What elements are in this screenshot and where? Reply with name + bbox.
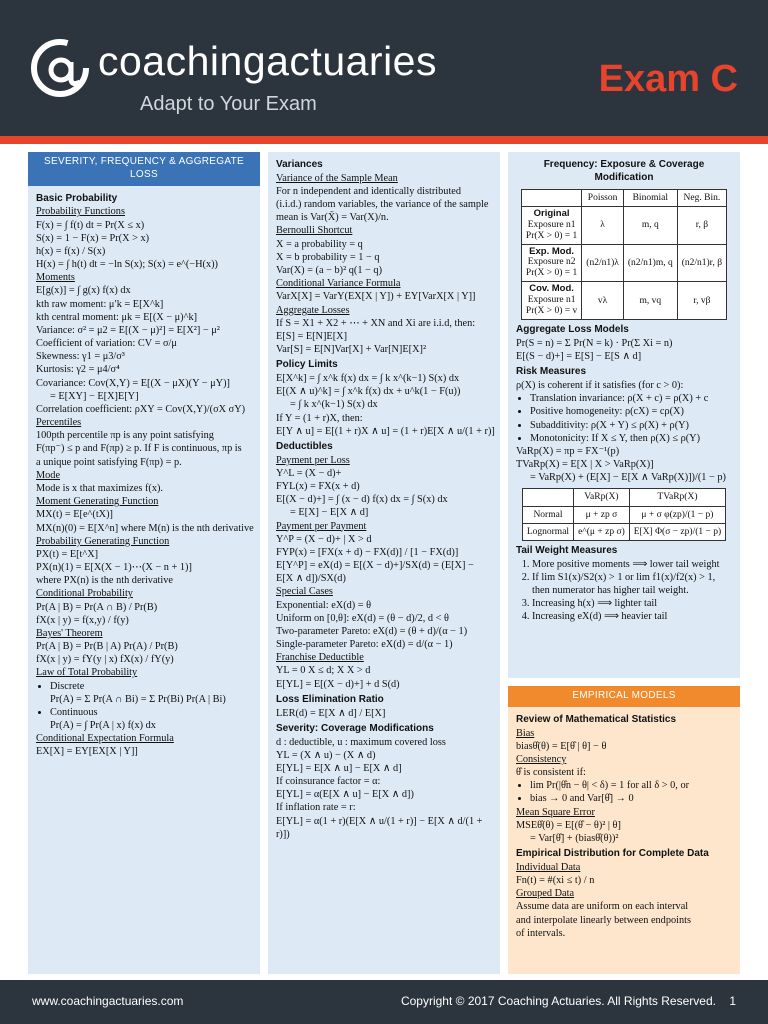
row-label-sub: Pr(X > 0) = 1 [525,230,578,241]
exam-title: Exam C [598,58,738,100]
table-row [521,282,726,320]
list-item: 1. More positive moments ⟹ lower tail weight [532,558,732,571]
formula-line: = E[XY] − E[X]E[Y] [50,390,139,402]
brand-name: coachingactuaries [98,38,437,84]
list-item: • bias → 0 and Var[θ̂] → 0 [530,792,732,805]
formula-line: Y^P = (X − d)+ | X > d [276,533,372,545]
table-cell: m, q [623,206,677,244]
header-stripe [0,136,768,144]
subheading-payment-per-payment: Payment per Payment [276,520,367,532]
table-header [521,189,581,206]
subheading-mse: Mean Square Error [516,806,595,818]
formula-line: TVaRp(X) = E[X | X > VaRp(X)] [516,459,654,471]
formula-line: E[Y^P] = eX(d) = E[(X − d)+]/SX(d) = (E[X] − E[X ∧ d])/SX(d) [276,560,474,585]
formula-line: Covariance: Cov(X,Y) = E[(X − μX)(Y − μY)] [36,377,230,389]
formula-line: Fn(t) = #(xi ≤ t) / n [516,875,595,887]
formula-line: E[YL] = E[X ∧ u] − E[X ∧ d] [276,762,402,774]
formula-line: E[S] = E[N]E[X] [276,330,347,342]
formula-line: VaRp(X) = πp = FX⁻¹(p) [516,445,620,457]
row-label [521,206,581,244]
formula-line: X = b probability = 1 − q [276,251,380,263]
list-item: • Monotonicity: If X ≤ Y, then ρ(X) ≤ ρ(Y) [530,432,732,445]
subheading-individual-data: Individual Data [516,861,581,873]
table-cell: r, vβ [677,282,726,320]
formula-line: biasθ̂(θ) = E[θ̂ | θ] − θ [516,740,607,752]
formula-line: E[YL] = E[(X − d)+] + d S(d) [276,678,400,690]
table-header: Poisson [582,189,624,206]
formula-line: MX(t) = E[e^(tX)] [36,509,113,521]
subheading-total-probability: Law of Total Probability [36,667,138,679]
formula-line: E[Y ∧ u] = E[(1 + r)X ∧ u] = (1 + r)E[X ∧ u/(1 + r)] [276,425,495,437]
subheading-mgf: Moment Generating Function [36,496,159,508]
list-item: • Subadditivity: ρ(X + Y) ≤ ρ(X) + ρ(Y) [530,419,732,432]
table-header: Neg. Bin. [677,189,726,206]
formula-line: Var(X) = (a − b)² q(1 − q) [276,265,382,276]
heading-policy-limits: Policy Limits [276,359,338,371]
subheading-conditional-expectation: Conditional Expectation Formula [36,733,174,745]
formula-line: Exponential: eX(d) = θ [276,599,372,611]
row-label-sub: Pr(X > 0) = 1 [525,268,578,279]
text-line: of intervals. [516,927,566,939]
heading-review-statistics: Review of Mathematical Statistics [516,713,677,725]
heading-empirical-distribution: Empirical Distribution for Complete Data [516,848,709,860]
formula-line: Pr(S = n) = Σ Pr(N = k) · Pr(Σ Xi = n) [516,337,673,349]
row-label-title: Cov. Mod. [529,283,574,295]
formula-line: LER(d) = E[X ∧ d] / E[X] [276,707,386,719]
subheading-bias: Bias [516,727,535,739]
subheading-consistency: Consistency [516,753,567,765]
heading-risk-measures: Risk Measures [516,366,587,378]
text-line: d : deductible, u : maximum covered loss [276,736,446,748]
subheading-grouped-data: Grouped Data [516,888,575,900]
website-link[interactable]: www.coachingactuaries.com [32,994,184,1008]
table-header [522,489,573,506]
text-line: θ̂ is consistent if: [516,767,586,779]
table-header: Binomial [623,189,677,206]
copyright-text: Copyright © 2017 Coaching Actuaries. All Rights Reserved. [400,994,716,1008]
table-row [522,523,725,540]
formula-line: E[YL] = α(E[X ∧ u] − E[X ∧ d]) [276,789,414,801]
section-bar-severity: SEVERITY, FREQUENCY & AGGREGATE LOSS [28,152,260,186]
formula-line: h(x) = f(x) / S(x) [36,245,106,257]
formula-line: X = a probability = q [276,238,363,250]
column-1 [28,152,260,974]
subheading-aggregate-losses: Aggregate Losses [276,304,350,316]
row-label-title: Original [533,207,570,219]
text-line: Mode is x that maximizes f(x). [36,483,163,494]
formula-line: E[X^k] = ∫ x^k f(x) dx = ∫ k x^(k−1) S(x) dx [276,373,460,384]
formula-line: Coefficient of variation: CV = σ/μ [36,338,177,350]
text-line: If S = X1 + X2 + ⋯ + XN and Xi are i.i.d, then: [276,317,476,329]
formula-line: Pr(A | B) = Pr(A ∩ B) / Pr(B) [36,601,158,613]
list-item: 3. Increasing h(x) ⟹ lighter tail [532,597,732,610]
heading-loss-elimination-ratio: Loss Elimination Ratio [276,693,384,705]
formula-line: kth central moment: μk = E[(X − μ)^k] [36,311,198,323]
formula-line: Var[S] = E[N]Var[X] + Var[N]E[X]² [276,344,427,356]
table-cell: m, vq [623,282,677,320]
row-label-sub: Exposure n1 [527,295,576,306]
formula-line: Two-parameter Pareto: eX(d) = (θ + d)/(α − 1) [276,625,468,637]
table-header: VaRp(X) [574,489,630,506]
formula-line: Pr(A) = ∫ Pr(A | x) f(x) dx [50,720,156,732]
formula-line: = VaRp(X) + (E[X] − E[X ∧ VaRp(X)])/(1 − p) [530,472,726,484]
row-label-title: Exp. Mod. [529,245,575,257]
subheading-franchise-deductible: Franchise Deductible [276,652,364,664]
heading-tail-weight: Tail Weight Measures [516,544,618,556]
table-cell: μ + zp σ [574,506,630,523]
empirical-models-panel [508,686,740,974]
subheading-probability-functions: Probability Functions [36,206,125,218]
table-cell: E[X] Φ(σ − zp)/(1 − p) [629,523,725,540]
formula-line: = ∫ k x^(k−1) S(x) dx [290,399,378,411]
text-line: a unique point satisfying F(πp) = p. [36,456,182,468]
formula-line: EX[X] = EY[EX[X | Y]] [36,746,138,758]
table-cell: (n2/n1)λ [582,244,624,282]
formula-line: Variance: σ² = μ2 = E[(X − μ)²] = E[X²] − μ² [36,324,220,336]
row-label-sub: Exposure n1 [527,219,576,230]
text-line: F(πp⁻) ≤ p and F(πp) ≥ p. If F is continuous, πp is [36,443,242,455]
formula-line: F(x) = ∫ f(t) dt = Pr(X ≤ x) [36,219,145,231]
formula-line: E[(S − d)+] = E[S] − E[S ∧ d] [516,351,642,363]
section-bar-empirical: EMPIRICAL MODELS [508,686,740,707]
subheading-conditional-variance: Conditional Variance Formula [276,278,401,290]
at-sign-logo-icon [28,36,92,100]
table-row [521,244,726,282]
table-cell: r, β [677,206,726,244]
formula-line: FYL(x) = FX(x + d) [276,481,360,492]
formula-line: Correlation coefficient: ρXY = Cov(X,Y)/(σX σY) [36,403,246,415]
bullet-discrete: • Discrete [50,680,252,693]
bullet-continuous: • Continuous [50,706,252,719]
list-item: • Translation invariance: ρ(X + c) = ρ(X) + c [530,392,732,405]
formula-line: PX(t) = E[t^X] [36,548,99,560]
formula-line: Uniform on [0,θ]: eX(d) = (θ − d)/2, d < θ [276,612,449,624]
table-header: TVaRp(X) [629,489,725,506]
subheading-mode: Mode [36,469,61,481]
formula-line: = Var[θ̂] + (biasθ̂(θ))² [530,832,619,844]
table-row [522,506,725,523]
frequency-table [521,189,727,320]
row-label-sub: Exposure n2 [527,257,576,268]
text-line: Assume data are uniform on each interval [516,901,689,913]
heading-coverage-modifications: Severity: Coverage Modifications [276,722,434,734]
formula-line: E[g(x)] = ∫ g(x) f(x) dx [36,285,131,297]
formula-line: MX(n)(0) = E[X^n] where M(n) is the nth derivative [36,522,254,534]
table-cell: (n2/n1)r, β [677,244,726,282]
text-line: If Y = (1 + r)X, then: [276,412,363,424]
formula-line: YL = (X ∧ u) − (X ∧ d) [276,749,376,761]
subheading-variance-sample-mean: Variance of the Sample Mean [276,172,398,184]
text-line: and interpolate linearly between endpoints [516,914,691,926]
text-line: If inflation rate = r: [276,802,356,814]
copyright [401,994,736,1008]
formula-line: E[(X ∧ u)^k] = ∫ x^k f(x) dx + u^k(1 − F(u)) [276,386,461,398]
formula-line: = E[X] − E[X ∧ d] [290,507,369,519]
heading-variances: Variances [276,159,323,170]
page-number: 1 [729,994,736,1008]
formula-line: Y^L = (X − d)+ [276,467,342,479]
formula-line: kth raw moment: μ′k = E[X^k] [36,298,164,310]
formula-line: where PX(n) is the nth derivative [36,575,173,587]
row-label: Normal [522,506,573,523]
subheading-special-cases: Special Cases [276,586,333,598]
tagline: Adapt to Your Exam [140,93,317,115]
formula-line: YL = 0 X ≤ d; X X > d [276,665,371,677]
list-item: 2. If lim S1(x)/S2(x) > 1 or lim f1(x)/f2(x) > 1, then numerator has higher tail weight. [532,571,732,597]
formula-line: FYP(x) = [FX(x + d) − FX(d)] / [1 − FX(d)] [276,546,459,558]
text-line: (i.i.d.) random variables, the variance of the sample [276,199,489,211]
text-line: 100pth percentile πp is any point satisfying [36,430,214,442]
formula-line: Pr(A) = Σ Pr(A ∩ Bi) = Σ Pr(Bi) Pr(A | Bi) [50,693,226,705]
formula-line: S(x) = 1 − F(x) = Pr(X > x) [36,232,150,244]
subheading-percentiles: Percentiles [36,417,82,429]
list-item: 4. Increasing eX(d) ⟹ heavier tail [532,610,732,623]
formula-line: H(x) = ∫ h(t) dt = −ln S(x); S(x) = e^(−H(x)) [36,259,218,271]
heading-basic-probability: Basic Probability [36,192,118,204]
header [0,0,768,138]
subheading-conditional-probability: Conditional Probability [36,588,133,600]
subheading-pgf: Probability Generating Function [36,535,170,547]
text-line: For n independent and identically distributed [276,185,462,197]
row-label-sub: Pr(X > 0) = v [525,306,578,317]
formula-line: E[(X − d)+] = ∫ (x − d) f(x) dx = ∫ S(x) dx [276,494,448,506]
footer [0,980,768,1024]
table-cell: vλ [582,282,624,320]
formula-line: Single-parameter Pareto: eX(d) = d/(α − 1) [276,639,453,651]
heading-deductibles: Deductibles [276,440,333,452]
row-label: Lognormal [522,523,573,540]
subheading-bayes-theorem: Bayes' Theorem [36,627,103,639]
list-item: • lim Pr(|θ̂n − θ| < δ) = 1 for all δ > 0, or [530,779,732,792]
formula-line: E[YL] = α(1 + r)(E[X ∧ u/(1 + r)] − E[X ∧ d/(1 + r)]) [276,815,483,840]
formula-line: Kurtosis: γ2 = μ4/σ⁴ [36,364,120,376]
list-item: • Positive homogeneity: ρ(cX) = cρ(X) [530,405,732,418]
formula-line: VarX[X] = VarY(EX[X | Y]) + EY[VarX[X | Y]] [276,291,476,303]
row-label [521,244,581,282]
text-line: If coinsurance factor = α: [276,776,381,788]
formula-line: Pr(A | B) = Pr(B | A) Pr(A) / Pr(B) [36,641,178,653]
column-3 [508,152,740,678]
heading-frequency-modification: Frequency: Exposure & Coverage Modification [543,159,705,183]
heading-aggregate-loss-models: Aggregate Loss Models [516,324,629,336]
table-row [521,206,726,244]
table-cell: μ + σ φ(zp)/(1 − p) [629,506,725,523]
formula-line: MSEθ̂(θ) = E[(θ̂ − θ)² | θ] [516,819,621,831]
formula-line: fX(x | y) = f(x,y) / f(y) [36,614,129,626]
subheading-bernoulli-shortcut: Bernoulli Shortcut [276,225,353,237]
table-cell: e^(μ + zp σ) [574,523,630,540]
text-line: ρ(X) is coherent if it satisfies (for c > 0): [516,379,684,391]
text-line: mean is Var(X̄) = Var(X)/n. [276,212,389,224]
subheading-moments: Moments [36,272,75,284]
column-2 [268,152,500,974]
formula-line: Skewness: γ1 = μ3/σ³ [36,351,125,363]
row-label [521,282,581,320]
formula-line: fX(x | y) = fY(y | x) fX(x) / fY(y) [36,654,174,666]
subheading-payment-per-loss: Payment per Loss [276,454,350,466]
var-tvar-table [522,488,726,540]
table-cell: λ [582,206,624,244]
table-cell: (n2/n1)m, q [623,244,677,282]
formula-line: PX(n)(1) = E[X(X − 1)⋯(X − n + 1)] [36,562,192,574]
